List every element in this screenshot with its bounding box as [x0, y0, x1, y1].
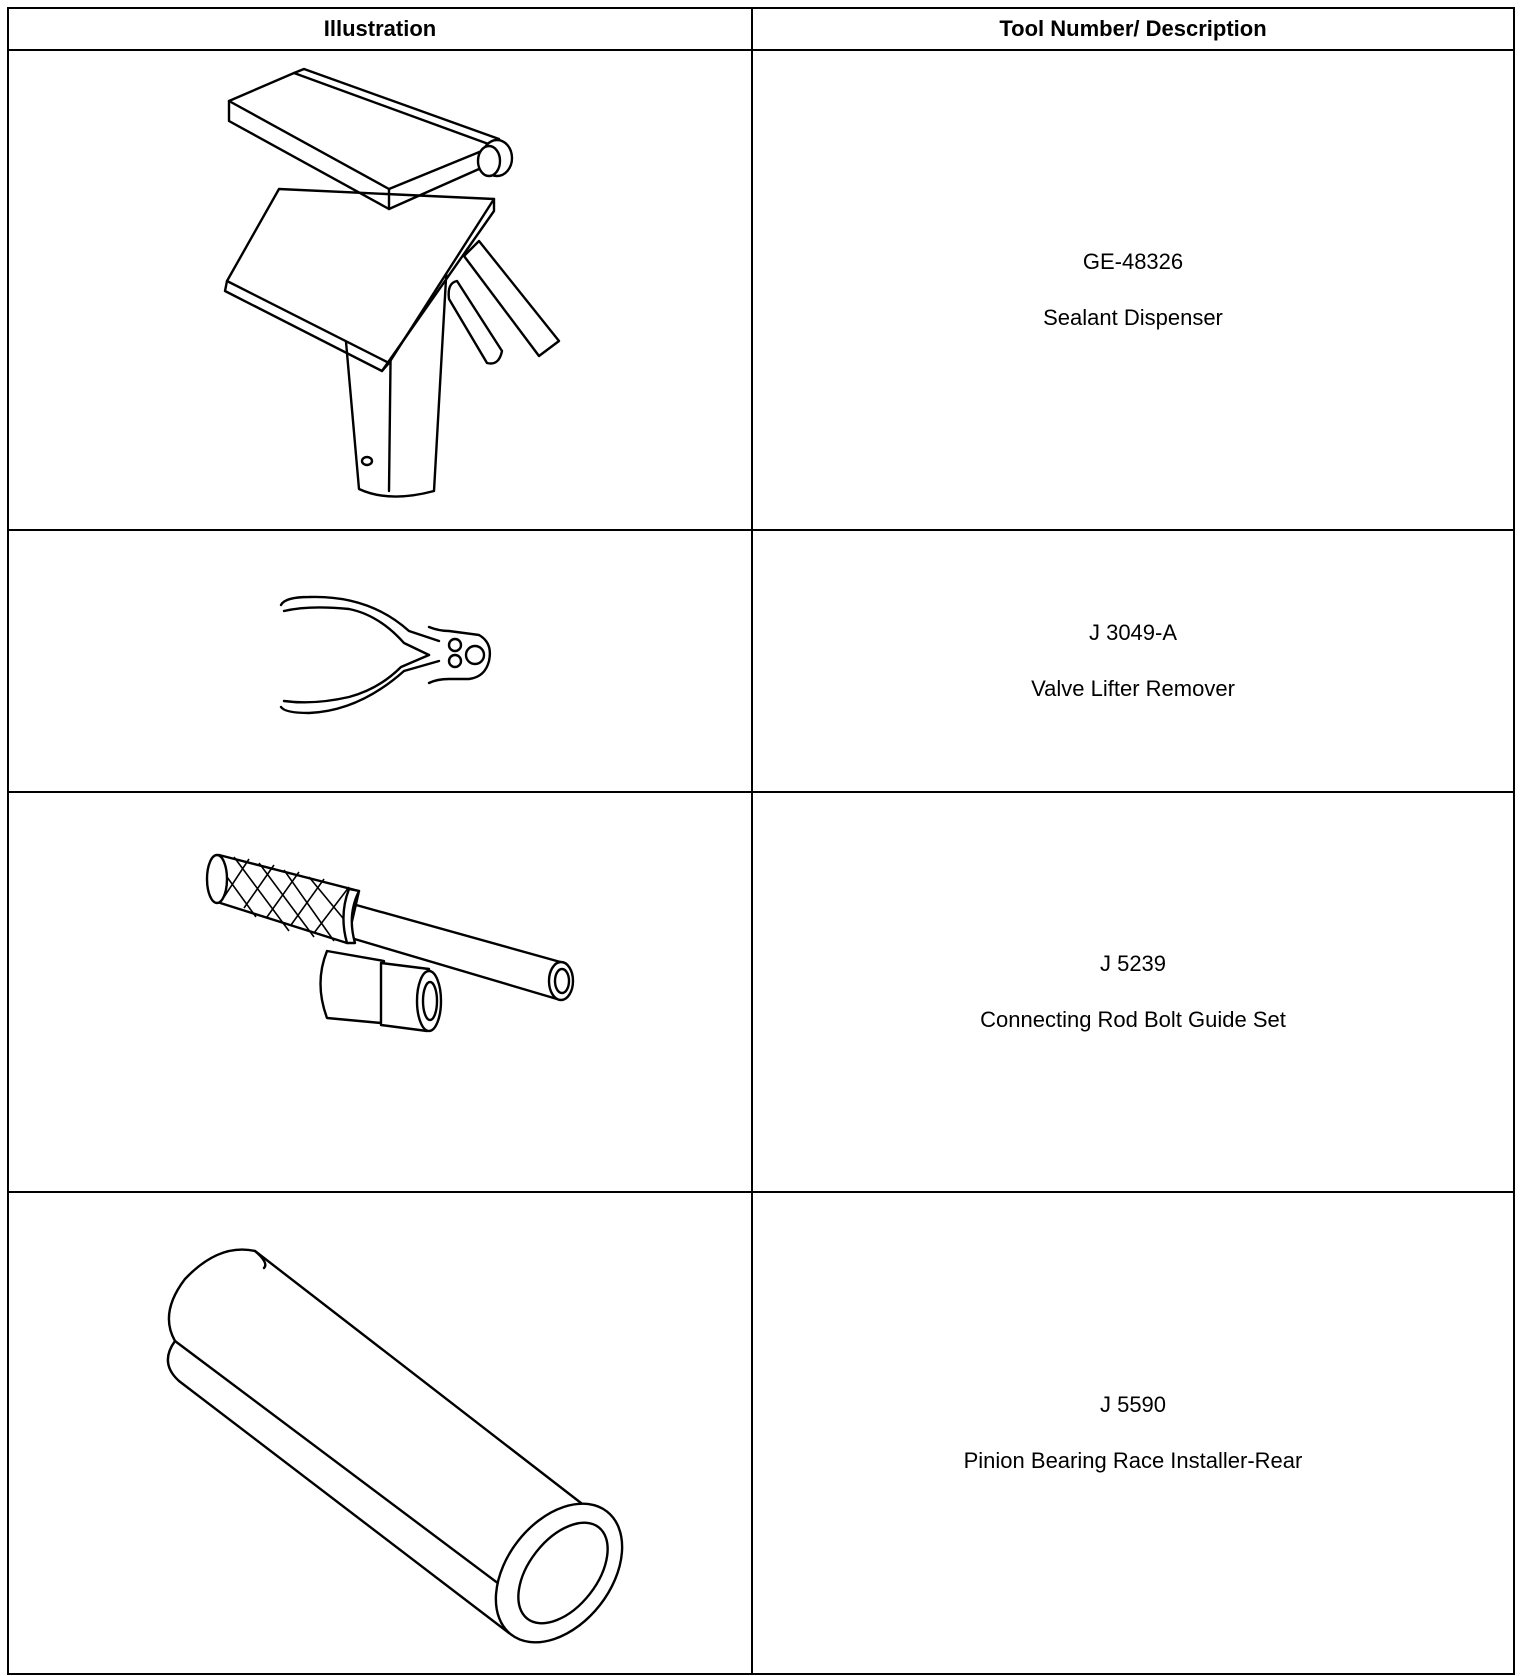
- illustration-cell: [8, 50, 752, 530]
- table-row: [8, 50, 1514, 530]
- illustration-cell: [8, 1192, 752, 1674]
- tool-number: GE-48326: [1082, 248, 1184, 274]
- rod-bolt-guide-set-icon: [9, 793, 753, 1191]
- header-tool-description: Tool Number/ Description: [752, 8, 1514, 50]
- tool-number: J 3049-A: [1088, 619, 1178, 645]
- valve-lifter-remover-icon: [9, 531, 753, 791]
- tools-table: [7, 7, 1515, 1675]
- table-header-row: [8, 8, 1514, 50]
- illustration-cell: [8, 530, 752, 792]
- tool-description-cell: [752, 530, 1514, 792]
- table-row: [8, 1192, 1514, 1674]
- table-row: [8, 530, 1514, 792]
- tool-number: J 5239: [1099, 950, 1167, 976]
- tool-name: Connecting Rod Bolt Guide Set: [980, 1007, 1286, 1032]
- tool-name: Sealant Dispenser: [1043, 305, 1223, 330]
- table-row: [8, 792, 1514, 1192]
- tool-number: J 5590: [1099, 1391, 1167, 1417]
- tool-name: Pinion Bearing Race Installer-Rear: [963, 1448, 1303, 1473]
- header-illustration: Illustration: [8, 8, 752, 50]
- bearing-race-installer-icon: [9, 1193, 753, 1673]
- illustration-cell: [8, 792, 752, 1192]
- tool-description-cell: [752, 50, 1514, 530]
- tool-name: Valve Lifter Remover: [1031, 676, 1235, 701]
- tool-description-cell: [752, 1192, 1514, 1674]
- sealant-dispenser-icon: [9, 51, 753, 529]
- tool-description-cell: [752, 792, 1514, 1192]
